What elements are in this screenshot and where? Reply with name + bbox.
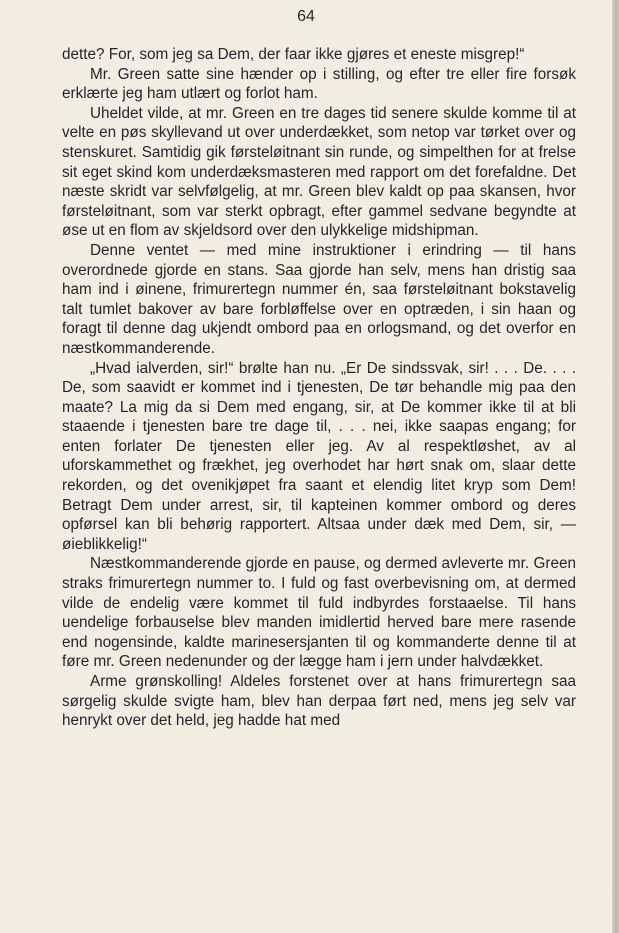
paragraph-4: Denne ventet — med mine instruktioner i erindring — til hans overordnede gjorde en stans. Saa gjorde han selv, mens han dristig saa ham ind i øinene, frimurertegn nummer én, saa førsteløitnant bokstavelig talt tumlet bakover av bare forbløffelse over en optræden, i sin haan og foragt til denne dag ukjendt ombord paa en orlogsmand, og det overfor en næstkommanderende. — [62, 241, 576, 357]
paragraph-6: Næstkommanderende gjorde en pause, og dermed avleverte mr. Green straks frimurertegn nummer to. I fuld og fast overbevisning om, at dermed vilde de endelig være kommet til fuld indbyrdes forstaaelse. Til hans uendelige forbauselse blev manden imidlertid herved bare mere rasende end nogensinde, kaldte marinesersjanten til og kommanderte denne til at føre mr. Green nedenunder og der lægge ham i jern under halvdækket. — [62, 555, 576, 671]
paragraph-7: Arme grønskolling! Aldeles forstenet over at hans frimurertegn saa sørgelig skulde svigte ham, blev han derpaa ført ned, mens jeg selv var henrykt over det held, jeg hadde hat med — [62, 673, 576, 730]
body-text — [62, 45, 576, 731]
page-number: 64 — [297, 8, 315, 25]
paragraph-1: dette? For, som jeg sa Dem, der faar ikke gjøres et eneste misgrep!“ — [62, 46, 525, 63]
paragraph-2: Mr. Green satte sine hænder op i stilling, og efter tre eller fire forsøk erklærte jeg ham utlært og forlot ham. — [62, 65, 576, 103]
paragraph-5: „Hvad ialverden, sir!“ brølte han nu. „Er De sindssvak, sir! . . . De. . . . De, som saavidt er kommet ind i tjenesten, De tør behandle mig paa den maate? La mig da si Dem med engang, sir, at De kommer ikke til at bli staaende i tjenesten bare tre dage til, . . . nei, ikke saapas engang; for enten forlater De tjenesten eller jeg. Av al respektløshet, av al uforskammethet og frækhet, jeg overhodet har hørt snak om, slaar dette rekorden, og det ovenikjøpet fra saant et elendig litet kryp som Dem! Betragt Dem under arrest, sir, til kapteinen kommer ombord og deres opførsel kan bli behørig rapportert. Altsaa under dæk med Dem, sir, — øieblikkelig!“ — [62, 359, 576, 553]
page-edge — [612, 0, 619, 933]
paragraph-3: Uheldet vilde, at mr. Green en tre dages tid senere skulde komme til at velte en pøs skyllevand ut over underdækket, som netop var tørket over og stenskuret. Samtidig gik førsteløitnant sin runde, og simpelthen for at frelse sit eget skind kom underdæksmasteren med rapport om det forefaldne. Det næste skridt var selvfølgelig, at mr. Green blev kaldt op paa skansen, hvor førsteløitnant, som var sterkt opbragt, efter gammel sedvane begyndte at øse ut en flom av skjeldsord over den ulykkelige midshipman. — [62, 104, 576, 240]
